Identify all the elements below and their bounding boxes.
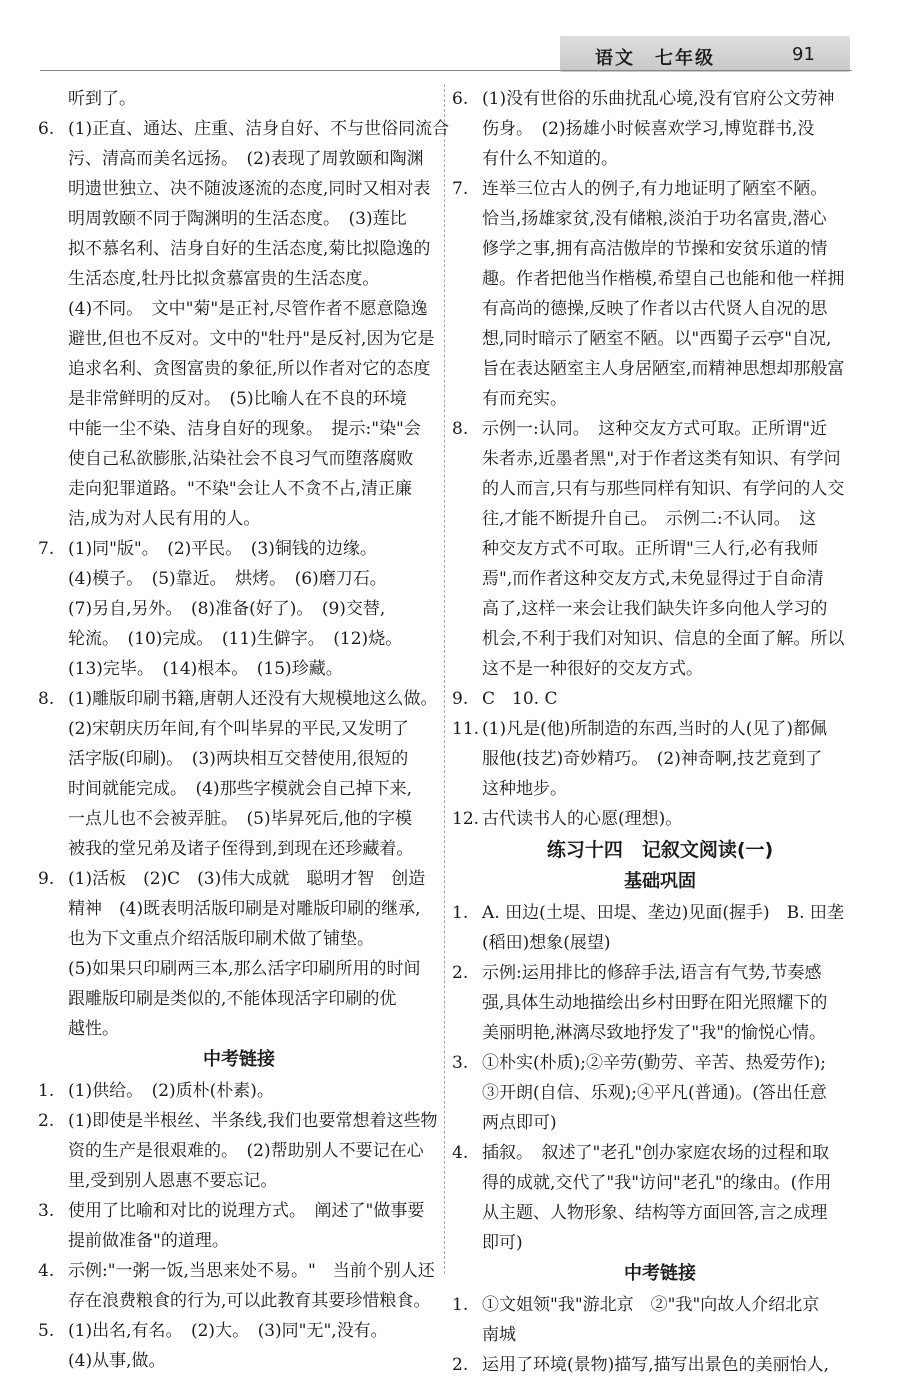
answer-line: (1)即使是半根丝、半条线,我们也要常想着这些物 <box>68 1111 438 1131</box>
answer-item <box>452 1138 868 1258</box>
header-rule <box>40 70 852 71</box>
answer-number: 4. <box>38 1261 55 1281</box>
answer-item <box>38 864 440 1044</box>
answer-line: 修学之事,拥有高洁傲岸的节操和安贫乐道的情 <box>482 239 828 259</box>
answer-line: 往,才能不断提升自己。 示例二:不认同。 这 <box>482 509 817 529</box>
answer-line: 听到了。 <box>68 89 136 109</box>
answer-item <box>452 1048 868 1138</box>
answer-line: (1)同"版"。 (2)平民。 (3)铜钱的边缘。 <box>68 539 377 559</box>
answer-item <box>38 684 440 864</box>
answer-number: 5. <box>38 1321 55 1341</box>
answer-item <box>452 898 868 958</box>
answer-line: 示例:运用排比的修辞手法,语言有气势,节奏感 <box>482 963 822 983</box>
answer-number: 2. <box>38 1111 55 1131</box>
answer-line: 活字版(印刷)。 (3)两块相互交替使用,很短的 <box>68 749 409 769</box>
answer-list <box>452 84 868 204</box>
answer-line: 有而充实。 <box>482 389 567 409</box>
answer-item <box>452 1290 868 1350</box>
answer-number: 4. <box>452 1143 469 1163</box>
answer-number: 9. <box>452 689 469 709</box>
answer-line: 强,具体生动地描绘出乡村田野在阳光照耀下的 <box>482 993 828 1013</box>
answer-line: (1)凡是(他)所制造的东西,当时的人(见了)都佩 <box>482 719 828 739</box>
answer-item <box>38 1316 440 1376</box>
answer-line: (稻田)想象(展望) <box>482 933 611 953</box>
answer-line: A. 田边(土堤、田堤、垄边)见面(握手) B. 田垄 <box>482 903 844 923</box>
practice-title: 练习十四 记叙文阅读(一) <box>546 839 774 861</box>
answer-list <box>452 1290 868 1380</box>
answer-number: 2. <box>452 963 469 983</box>
answer-line: 美丽明艳,淋漓尽致地抒发了"我"的愉悦心情。 <box>482 1023 827 1043</box>
answer-line: 恰当,扬雄家贫,没有储粮,淡泊于功名富贵,潜心 <box>482 209 827 229</box>
answer-number: 6. <box>452 89 469 109</box>
answer-line: 示例:"一粥一饭,当思来处不易。" 当前个别人还 <box>68 1261 435 1281</box>
answer-line: 被我的堂兄弟及诸子侄得到,到现在还珍藏着。 <box>68 839 414 859</box>
answer-line: 焉",而作者这种交友方式,未免显得过于自命清 <box>482 569 824 589</box>
answer-line: (2)宋朝庆历年间,有个叫毕昇的平民,又发明了 <box>68 719 409 739</box>
answer-number: 3. <box>38 1201 55 1221</box>
answer-item <box>452 684 868 714</box>
answer-line: 生活态度,牡丹比拟贪慕富贵的生活态度。 <box>68 269 380 289</box>
answer-item <box>38 1196 440 1256</box>
answer-line: 中能一尘不染、洁身自好的现象。 提示:"染"会 <box>68 419 421 439</box>
answer-line: 这不是一种很好的交友方式。 <box>482 659 703 679</box>
answer-line: 得的成就,交代了"我"访问"老孔"的缘由。(作用 <box>482 1173 832 1193</box>
answer-item <box>38 1076 440 1106</box>
answer-line: 使用了比喻和对比的说理方式。 阐述了"做事要 <box>68 1201 425 1221</box>
answer-line: 想,同时暗示了陋室不陋。以"西蜀子云亭"自况, <box>482 329 832 349</box>
answer-line: 服他(技艺)奇妙精巧。 (2)神奇啊,技艺竟到了 <box>482 749 823 769</box>
answer-line: 一点儿也不会被弄脏。 (5)毕昇死后,他的字模 <box>68 809 412 829</box>
answer-line: 明周敦颐不同于陶渊明的生活态度。 (3)莲比 <box>68 209 407 229</box>
answer-item <box>38 114 450 534</box>
answer-line: 运用了环境(景物)描写,描写出景色的美丽怡人, <box>482 1355 830 1375</box>
answer-line: (1)雕版印刷书籍,唐朝人还没有大规模地这么做。 <box>68 689 438 709</box>
answer-line: (4)不同。 文中"菊"是正衬,尽管作者不愿意隐逸 <box>68 299 428 319</box>
answer-number: 8. <box>38 689 55 709</box>
header-subject: 语文 七年级 <box>595 48 715 69</box>
answer-line: (1)没有世俗的乐曲扰乱心境,没有官府公文劳神 <box>482 89 835 109</box>
answer-line: 从主题、人物形象、结构等方面回答,言之成理 <box>482 1203 828 1223</box>
answer-line: 避世,但也不反对。文中的"牡丹"是反衬,因为它是 <box>68 329 435 349</box>
answer-item <box>452 714 868 804</box>
answer-number: 7. <box>38 539 55 559</box>
answer-list <box>38 114 450 1044</box>
answer-line: 有什么不知道的。 <box>482 149 618 169</box>
answer-line: 精神 (4)既表明活版印刷是对雕版印刷的继承, <box>68 899 421 919</box>
answer-line: 使自己私欲膨胀,沾染社会不良习气而堕落腐败 <box>68 449 414 469</box>
answer-line: (1)出名,有名。 (2)大。 (3)同"无",没有。 <box>68 1321 388 1341</box>
answer-line: ③开朗(自信、乐观);④平凡(普通)。(答出任意 <box>482 1083 827 1103</box>
answer-line: 洁,成为对人民有用的人。 <box>68 509 261 529</box>
answer-continuation <box>452 204 868 414</box>
answer-line: (1)供给。 (2)质朴(朴素)。 <box>68 1081 274 1101</box>
answer-line: 走向犯罪道路。"不染"会让人不贪不占,清正廉 <box>68 479 413 499</box>
answer-number: 12. <box>452 809 480 829</box>
answer-number: 8. <box>452 419 469 439</box>
answer-item <box>38 1106 440 1196</box>
answer-line: (13)完毕。 (14)根本。 (15)珍藏。 <box>68 659 343 679</box>
section-title: 中考链接 <box>203 1049 275 1070</box>
answer-line: 机会,不利于我们对知识、信息的全面了解。所以 <box>482 629 845 649</box>
answer-item <box>452 414 868 684</box>
answer-item <box>452 804 868 834</box>
answer-item <box>452 174 868 204</box>
answer-item <box>452 958 868 1048</box>
answer-line: 朱者赤,近墨者黑",对于作者这类有知识、有学问 <box>482 449 841 469</box>
answer-list <box>452 414 868 834</box>
basics-title: 基础巩固 <box>624 871 696 892</box>
answer-line: (4)模子。 (5)靠近。 烘烤。 (6)磨刀石。 <box>68 569 387 589</box>
answer-line: ①朴实(朴质);②辛劳(勤劳、辛苦、热爱劳作); <box>482 1053 826 1073</box>
answer-line: 古代读书人的心愿(理想)。 <box>482 809 683 829</box>
answer-number: 7. <box>452 179 469 199</box>
answer-list <box>452 898 868 1258</box>
answer-number: 3. <box>452 1053 469 1073</box>
answer-line: (1)活板 (2)C (3)伟大成就 聪明才智 创造 <box>68 869 426 889</box>
left-column <box>38 84 450 1376</box>
answer-line: 时间就能完成。 (4)那些字模就会自己掉下来, <box>68 779 412 799</box>
answer-line: ①文姐领"我"游北京 ②"我"向故人介绍北京 <box>482 1295 820 1315</box>
answer-line: 里,受到别人恩惠不要忘记。 <box>68 1171 278 1191</box>
answer-line: 旨在表达陋室主人身居陋室,而精神思想却那般富 <box>482 359 845 379</box>
answer-line: 种交友方式不可取。正所谓"三人行,必有我师 <box>482 539 819 559</box>
answer-line: (5)如果只印刷两三本,那么活字印刷所用的时间 <box>68 959 421 979</box>
answer-number: 6. <box>38 119 55 139</box>
answer-item <box>452 1350 868 1380</box>
answer-line: 提前做准备"的道理。 <box>68 1231 229 1251</box>
answer-line: 追求名利、贪图富贵的象征,所以作者对它的态度 <box>68 359 431 379</box>
answer-number: 9. <box>38 869 55 889</box>
answer-line: 高了,这样一来会让我们缺失许多向他人学习的 <box>482 599 828 619</box>
answer-item <box>452 84 868 174</box>
answer-list <box>38 1076 440 1376</box>
answer-number: 11. <box>452 719 480 739</box>
answer-line: 示例一:认同。 这种交友方式可取。正所谓"近 <box>482 419 828 439</box>
answer-line: (4)从事,做。 <box>68 1351 166 1371</box>
answer-number: 1. <box>452 1295 469 1315</box>
answer-line: 南城 <box>482 1325 516 1345</box>
answer-line: 即可) <box>482 1233 523 1253</box>
answer-line: 跟雕版印刷是类似的,不能体现活字印刷的优 <box>68 989 397 1009</box>
answer-line: 存在浪费粮食的行为,可以此教育其要珍惜粮食。 <box>68 1291 431 1311</box>
right-column <box>452 84 868 1380</box>
answer-line: 是非常鲜明的反对。 (5)比喻人在不良的环境 <box>68 389 407 409</box>
answer-line: (1)正直、通达、庄重、洁身自好、不与世俗同流合 <box>68 119 450 139</box>
answer-number: 2. <box>452 1355 469 1375</box>
answer-line: 的人而言,只有与那些同样有知识、有学问的人交 <box>482 479 845 499</box>
answer-line: (7)另自,另外。 (8)准备(好了)。 (9)交替, <box>68 599 386 619</box>
answer-line: 明遗世独立、决不随波逐流的态度,同时又相对表 <box>68 179 431 199</box>
answer-line: 轮流。 (10)完成。 (11)生僻字。 (12)烧。 <box>68 629 403 649</box>
answer-line: 资的生产是很艰难的。 (2)帮助别人不要记在心 <box>68 1141 424 1161</box>
answer-line: 也为下文重点介绍活版印刷术做了铺垫。 <box>68 929 374 949</box>
answer-number: 1. <box>38 1081 55 1101</box>
answer-number: 1. <box>452 903 469 923</box>
answer-line: 连举三位古人的例子,有力地证明了陋室不陋。 <box>482 179 828 199</box>
page-number: 91 <box>792 44 815 65</box>
answer-item <box>38 534 440 684</box>
answer-line: 有高尚的德操,反映了作者以古代贤人自况的思 <box>482 299 828 319</box>
answer-line: C 10. C <box>482 689 558 709</box>
answer-line: 趣。作者把他当作楷模,希望自己也能和他一样拥 <box>482 269 845 289</box>
answer-line: 污、清高而美名远扬。 (2)表现了周敦颐和陶渊 <box>68 149 424 169</box>
answer-line: 伤身。 (2)扬雄小时候喜欢学习,博览群书,没 <box>482 119 815 139</box>
answer-line: 越性。 <box>68 1019 119 1039</box>
answer-line: 插叙。 叙述了"老孔"创办家庭农场的过程和取 <box>482 1143 830 1163</box>
section-title: 中考链接 <box>624 1263 696 1284</box>
answer-line: 拟不慕名利、洁身自好的生活态度,菊比拟隐逸的 <box>68 239 431 259</box>
answer-item <box>38 1256 440 1316</box>
leading-text <box>38 84 440 114</box>
answer-line: 两点即可) <box>482 1113 557 1133</box>
answer-line: 这种地步。 <box>482 779 567 799</box>
